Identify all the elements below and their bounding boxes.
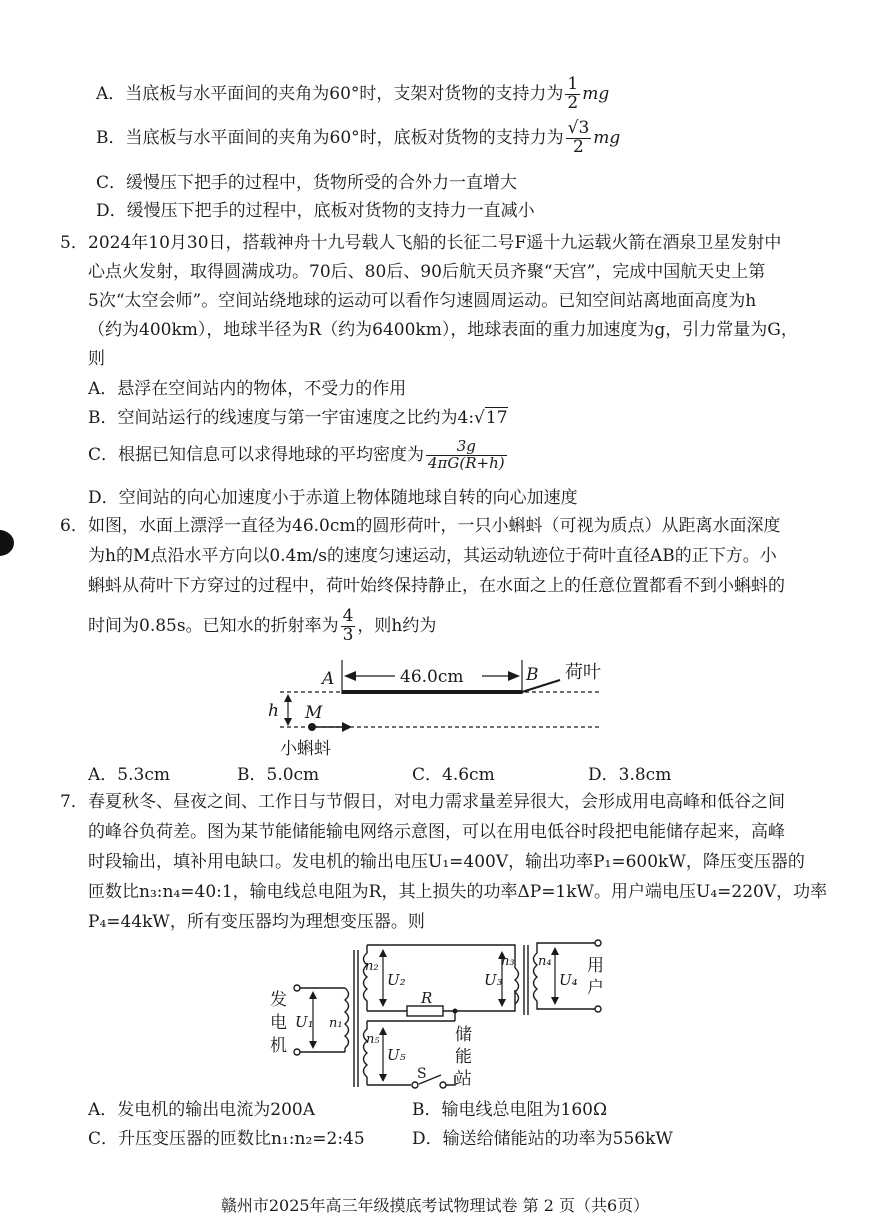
q7-line-2: 的峰谷负荷差。图为某节能储能输电网络示意图，可以在用电低谷时段把电能储存起来，高峰 — [88, 822, 785, 842]
label-r: R — [421, 989, 433, 1007]
generator-label-1: 发 — [270, 990, 287, 1010]
tadpole-label: 小蝌蚪 — [280, 739, 331, 759]
label-h: h — [268, 701, 279, 721]
q5-option-c: C．根据已知信息可以求得地球的平均密度为 $\frac{3g}{4\pi G(R+h)}$ — [88, 437, 505, 472]
generator-label-2: 电 — [270, 1013, 287, 1033]
q7-option-b: B．输电线总电阻为160Ω — [412, 1100, 608, 1120]
label-n3: n₃ — [501, 954, 515, 969]
power-grid-diagram — [265, 935, 625, 1095]
q7-option-c: C．升压变压器的匝数比n₁:n₂=2:45 — [88, 1129, 365, 1149]
label-u2: U₂ — [387, 971, 406, 989]
q7-line-4: 匝数比n₃:n₄=40:1，输电线总电阻为R，其上损失的功率ΔP=1kW。用户端电压U₄=220V，功率 — [88, 882, 828, 902]
fraction: $\frac{3g}{4\pi G(R+h)}$ — [428, 437, 505, 472]
q6-line-4: 时间为0.85s。已知水的折射率为 $\frac{4}{3}$ ，则h约为 — [88, 606, 437, 645]
velocity-arrow — [342, 722, 352, 732]
fraction: $\frac{4}{3}$ — [342, 606, 354, 645]
fraction: $\frac{√3}{2}$ — [567, 118, 590, 157]
fraction: $\frac{1}{2}$ — [567, 74, 579, 113]
q5-line-4: （约为400km），地球半径为R（约为6400km），地球表面的重力加速度为g，引力常量为G， — [88, 320, 798, 340]
label-n4: n₄ — [538, 954, 552, 969]
label-n2: n₂ — [365, 959, 379, 974]
label-s: S — [417, 1066, 427, 1082]
label-b: B — [526, 665, 539, 685]
q7-option-a: A．发电机的输出电流为200A — [88, 1100, 316, 1120]
q5-line-1: 2024年10月30日，搭载神舟十九号载人飞船的长征二号F遥十九运载火箭在酒泉卫星发射中 — [88, 233, 782, 253]
scan-mark — [0, 530, 14, 556]
q7-line-5: P₄=44kW，所有变压器均为理想变压器。则 — [88, 912, 425, 932]
q6-option-b: B．5.0cm — [237, 765, 320, 785]
resistor-r — [407, 1006, 443, 1016]
label-u3: U₃ — [484, 971, 503, 989]
coil-n5 — [364, 1021, 368, 1085]
leaf-label: 荷叶 — [565, 662, 601, 683]
point-m — [308, 723, 316, 731]
q6-option-a: A．5.3cm — [88, 765, 170, 785]
terminal — [595, 940, 601, 946]
label-n1: n₁ — [329, 1016, 343, 1031]
page-footer: 赣州市2025年高三年级摸底考试物理试卷 第 2 页（共6页） — [220, 1196, 650, 1215]
coil-n2 — [364, 945, 368, 1011]
q5-option-d: D．空间站的向心加速度小于赤道上物体随地球自转的向心加速度 — [88, 488, 578, 508]
q7-line-3: 时段输出，填补用电缺口。发电机的输出电压U₁=400V，输出功率P₁=600kW，降压变压器的 — [88, 852, 805, 872]
q6-line-2: 为h的M点沿水平方向以0.4m/s的速度匀速运动，其运动轨迹位于荷叶直径AB的正下方。小 — [88, 546, 777, 566]
dimension-label: 46.0cm — [400, 667, 464, 687]
user-label-1: 用 — [587, 956, 604, 976]
label-u5: U₅ — [387, 1046, 406, 1064]
q4-option-d: D．缓慢压下把手的过程中，底板对货物的支持力一直减小 — [96, 201, 535, 221]
coil-n1 — [345, 988, 349, 1052]
q4-option-c: C．缓慢压下把手的过程中，货物所受的合外力一直增大 — [96, 173, 518, 193]
q7-option-d: D．输送给储能站的功率为556kW — [412, 1129, 673, 1149]
q6-line-1: 如图，水面上漂浮一直径为46.0cm的圆形荷叶，一只小蝌蚪（可视为质点）从距离水面深度 — [88, 516, 781, 536]
user-label-2: 户 — [587, 978, 604, 998]
terminal — [595, 1006, 601, 1012]
label-u1: U₁ — [295, 1013, 314, 1031]
q6-line-3: 蝌蚪从荷叶下方穿过的过程中，荷叶始终保持静止，在水面之上的任意位置都看不到小蝌蚪的 — [88, 576, 785, 596]
lotus-leaf-diagram — [260, 650, 620, 765]
q5-line-2: 心点火发射，取得圆满成功。70后、80后、90后航天员齐聚“天宫”，完成中国航天史上第 — [88, 262, 766, 282]
storage-label-3: 站 — [455, 1069, 472, 1089]
terminal — [294, 985, 300, 991]
q4-option-b: B．当底板与水平面间的夹角为60°时，底板对货物的支持力为 $\frac{√3}{2}$ mg — [96, 118, 621, 157]
storage-label-1: 储 — [455, 1025, 472, 1045]
arrow-right — [508, 671, 520, 681]
label-n5: n₅ — [366, 1032, 380, 1047]
label-m: M — [305, 703, 323, 723]
arrow-left — [344, 671, 356, 681]
generator-label-3: 机 — [270, 1036, 287, 1056]
q4-option-a: A．当底板与水平面间的夹角为60°时，支架对货物的支持力为 $\frac{1}{2}$ mg — [96, 74, 610, 113]
q6-number: 6． — [60, 516, 88, 536]
label-u4: U₄ — [559, 971, 578, 989]
q5-option-a: A．悬浮在空间站内的物体，不受力的作用 — [88, 379, 407, 399]
q5-line-3: 5次“太空会师”。空间站绕地球的运动可以看作匀速圆周运动。已知空间站离地面高度为h — [88, 291, 757, 311]
storage-label-2: 能 — [455, 1047, 472, 1067]
q6-option-c: C．4.6cm — [412, 765, 495, 785]
q7-line-1: 春夏秋冬、昼夜之间、工作日与节假日，对电力需求量差异很大，会形成用电高峰和低谷之间 — [88, 792, 785, 812]
label-a: A — [322, 669, 335, 689]
q5-line-5: 则 — [88, 349, 105, 369]
q5-option-b: B．空间站运行的线速度与第一宇宙速度之比约为4:√17 — [88, 408, 508, 428]
terminal — [294, 1049, 300, 1055]
coil-n4 — [534, 953, 538, 1001]
q5-number: 5． — [60, 233, 88, 253]
q6-option-d: D．3.8cm — [588, 765, 672, 785]
q7-number: 7． — [60, 792, 88, 812]
